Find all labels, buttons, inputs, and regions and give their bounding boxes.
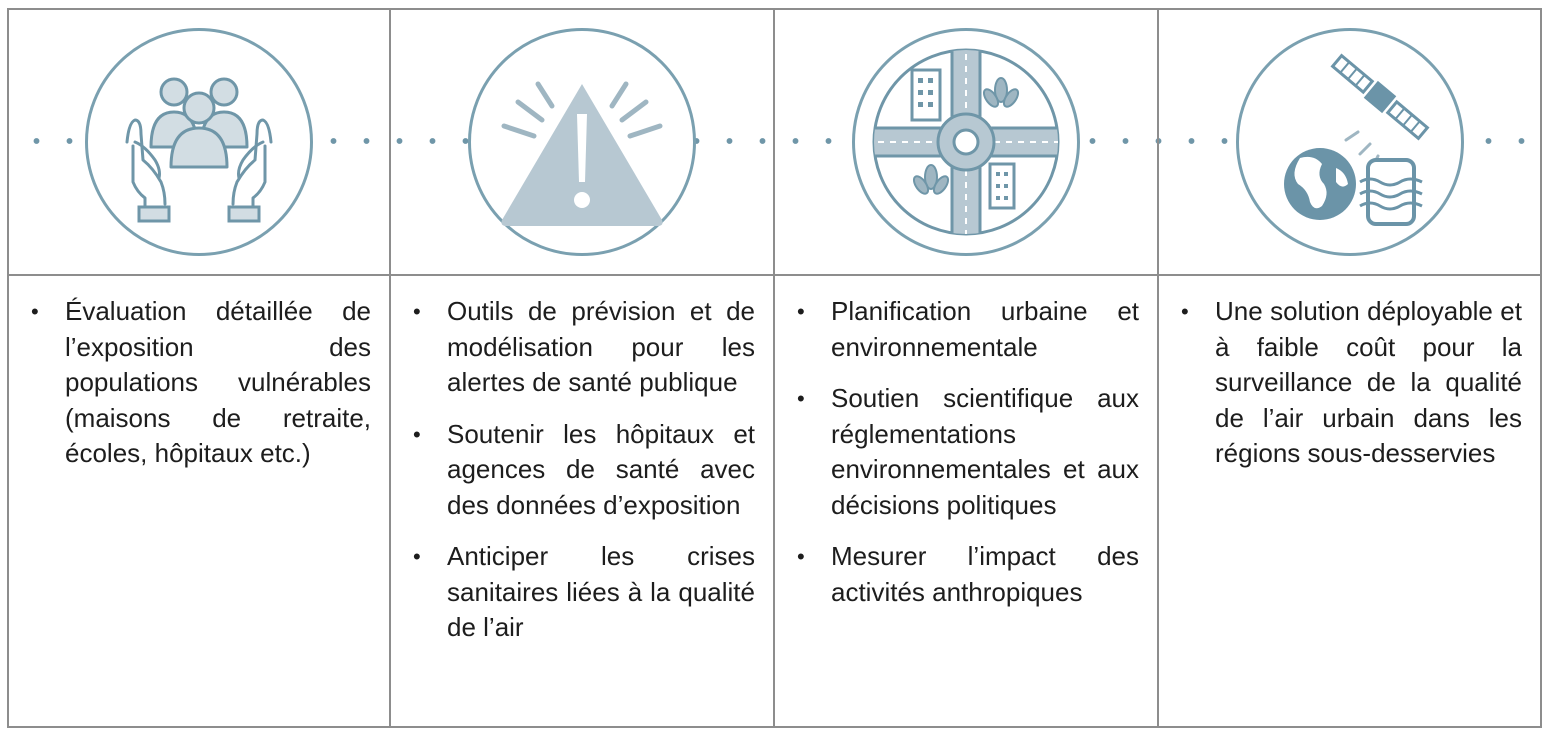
bullet-item: • Évaluation détaillée de l’exposition des populations vulnérables (maisons de retraite, écoles, hôpitaux etc.) (25, 294, 371, 472)
benefits-table (7, 8, 1542, 728)
text-cell-2 (391, 276, 775, 728)
bullet-item: • Soutien scientifique aux réglementations environnementales et aux décisions politiques (791, 381, 1139, 523)
bullet-item: • Outils de prévision et de modélisation pour les alertes de santé publique (407, 294, 755, 401)
icon-circle (852, 28, 1080, 256)
bullet-item: • Anticiper les crises sanitaires liées à la qualité de l’air (407, 539, 755, 646)
bullet-list (775, 276, 1157, 610)
bullet-list (391, 276, 773, 646)
urban-roundabout-icon (866, 42, 1066, 242)
icon-cell-2 (391, 8, 775, 276)
text-cell-4 (1159, 276, 1542, 728)
bullet-item: • Une solution déployable et à faible coût pour la surveillance de la qualité de l’air urbain dans les régions sous-desservies (1175, 294, 1522, 472)
icon-circle (468, 28, 696, 256)
text-cell-1 (7, 276, 391, 728)
text-cell-3 (775, 276, 1159, 728)
icon-cell-4 (1159, 8, 1542, 276)
bullet-item: • Planification urbaine et environnementale (791, 294, 1139, 365)
icon-circle (1236, 28, 1464, 256)
warning-triangle-icon (482, 42, 682, 242)
bullet-item: • Soutenir les hôpitaux et agences de santé avec des données d’exposition (407, 417, 755, 524)
icon-cell-3 (775, 8, 1159, 276)
bullet-item: • Mesurer l’impact des activités anthropiques (791, 539, 1139, 610)
icon-cell-1 (7, 8, 391, 276)
satellite-earth-icon (1250, 42, 1450, 242)
icon-circle (85, 28, 313, 256)
people-in-hands-icon (99, 42, 299, 242)
bullet-list (9, 276, 389, 472)
bullet-list (1159, 276, 1540, 472)
